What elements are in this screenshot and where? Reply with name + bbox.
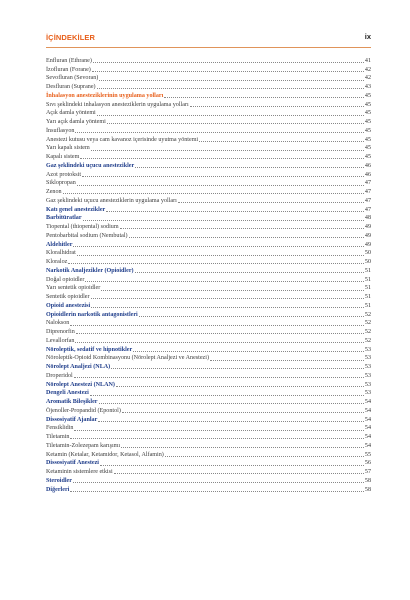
toc-entry-label: Opioidlerin narkotik antagonistleri [46, 311, 138, 318]
toc-entry[interactable] [46, 135, 371, 144]
toc-entry-page: 47 [364, 197, 371, 204]
dot-leader [164, 97, 364, 98]
toc-entry-label: Yarı sentetik opioidler [46, 285, 101, 292]
toc-entry-label: Doğal opioidler [46, 276, 85, 283]
dot-leader [68, 263, 364, 264]
toc-entry-label: Azot protoksit [46, 171, 82, 178]
toc-entry-page: 50 [364, 259, 371, 265]
dot-leader [82, 176, 364, 177]
toc-entry-page: 54 [364, 416, 371, 423]
toc-entry-page: 58 [364, 486, 371, 493]
toc-entry[interactable] [46, 485, 371, 494]
dot-leader [63, 193, 364, 194]
dot-leader [99, 403, 364, 404]
toc-entry[interactable] [46, 476, 371, 485]
toc-entry-page: 46 [364, 162, 371, 169]
toc-entry[interactable] [46, 459, 371, 468]
toc-entry[interactable] [46, 222, 371, 231]
toc-entry-label: İnsuflasyon [46, 127, 75, 134]
dot-leader [70, 438, 363, 439]
toc-entry-label: Katı genel anestezikler [46, 206, 106, 213]
toc-entry-label: Opioid anestezisi [46, 302, 91, 309]
toc-entry-label: Sevofluran (Sevoran) [46, 75, 99, 82]
toc-entry[interactable] [46, 161, 371, 170]
toc-entry-label: Droperidol [46, 372, 73, 379]
toc-entry[interactable] [46, 187, 371, 196]
toc-entry-page: 42 [364, 66, 371, 73]
toc-entry-page: 45 [364, 110, 371, 117]
toc-entry[interactable] [46, 301, 371, 310]
toc-entry[interactable] [46, 231, 371, 240]
dot-leader [122, 412, 364, 413]
toc-entry[interactable] [46, 424, 371, 433]
toc-entry-label: Yarı kapalı sistem [46, 145, 90, 152]
toc-entry-page: 54 [364, 425, 371, 432]
dot-leader [85, 281, 363, 282]
toc-entry-label: Desfluran (Suprane) [46, 84, 96, 90]
toc-entry-label: Yarı açık damla yöntemi [46, 119, 106, 125]
toc-entry-page: 54 [364, 399, 371, 405]
toc-entry-page: 58 [364, 477, 371, 484]
dot-leader [190, 106, 364, 107]
toc-entry-label: Ketaminin sistemlere etkisi [46, 469, 113, 475]
toc-entry-page: 45 [364, 92, 371, 99]
toc-entry-page: 49 [364, 224, 371, 230]
toc-entry-page: 53 [364, 355, 371, 362]
toc-entry-label: Aromatik Bileşikler [46, 399, 98, 405]
toc-entry-page: 52 [364, 320, 371, 327]
toc-entry[interactable] [46, 310, 371, 319]
dot-leader [93, 62, 364, 63]
dot-leader [74, 430, 363, 431]
toc-entry-page: 45 [364, 145, 371, 152]
dot-leader [210, 360, 364, 361]
dot-leader [80, 158, 364, 159]
toc-entry[interactable] [46, 249, 371, 258]
toc-entry-label: İnhalasyon anesteziklerinin uygulama yolları [46, 92, 164, 99]
toc-entry-label: Gaz şeklindeki uçucu anestezikler [46, 162, 135, 169]
page-header [46, 33, 371, 48]
toc-entry-page: 53 [364, 364, 371, 370]
toc-entry-label: Sıvı şeklindeki inhalasyon anesteziklerin uygulama yolları [46, 101, 189, 108]
toc-entry-label: Dissosiyatif Anestezi [46, 460, 99, 467]
toc-entry-page: 47 [364, 206, 371, 213]
toc-entry-label: Nörolept Anestezi (NLAN) [46, 381, 115, 388]
toc-entry-page: 41 [364, 57, 371, 64]
dot-leader [83, 220, 364, 221]
toc-entry-page: 50 [364, 250, 371, 257]
toc-entry-label: Aldehitler [46, 241, 73, 248]
toc-entry-page: 45 [364, 119, 371, 125]
section-title: İÇİNDEKİLER [46, 33, 96, 42]
toc-entry[interactable] [46, 82, 371, 91]
toc-entry[interactable] [46, 354, 371, 363]
dot-leader [116, 386, 364, 387]
dot-leader [129, 237, 364, 238]
toc-entry[interactable] [46, 257, 371, 266]
dot-leader [139, 316, 364, 317]
toc-entry[interactable] [46, 362, 371, 371]
toc-entry-page: 51 [364, 294, 371, 300]
toc-entry-page: 49 [364, 241, 371, 248]
toc-entry[interactable] [46, 179, 371, 188]
toc-entry[interactable] [46, 56, 371, 65]
toc-entry-label: Açık damla yöntemi [46, 110, 96, 117]
toc-entry[interactable] [46, 406, 371, 415]
dot-leader [100, 465, 364, 466]
toc-entry[interactable] [46, 415, 371, 424]
toc-entry[interactable] [46, 74, 371, 83]
dot-leader [120, 228, 364, 229]
dot-leader [77, 255, 364, 256]
toc-entry-page: 47 [364, 180, 371, 187]
dot-leader [107, 123, 364, 124]
dot-leader [75, 342, 363, 343]
toc-entry-label: Nöroleptik-Opioid Kombinasyonu (Nörolept Analjezi ve Anestezi) [46, 355, 209, 362]
dot-leader [73, 482, 364, 483]
toc-entry[interactable] [46, 327, 371, 336]
toc-entry[interactable] [46, 126, 371, 135]
dot-leader [91, 150, 364, 151]
toc-entry-page: 54 [364, 442, 371, 449]
toc-entry-label: Ketamin (Ketalar, Ketamidor, Ketasol, Alfamin) [46, 451, 164, 458]
toc-entry[interactable] [46, 65, 371, 74]
dot-leader [199, 141, 364, 142]
toc-entry[interactable] [46, 170, 371, 179]
toc-entry-page: 49 [364, 232, 371, 239]
dot-leader [97, 115, 364, 116]
toc-entry-page: 53 [364, 390, 371, 397]
toc-entry-page: 52 [364, 311, 371, 318]
toc-entry-label: Gaz şeklindeki uçucu anesteziklerin uygulama yolları [46, 197, 177, 204]
toc-entry-page: 56 [364, 460, 371, 467]
toc-entry[interactable] [46, 205, 371, 214]
toc-entry-label: Anestezi kutusu veya cam kavanoz içerisinde uyutma yöntemi [46, 136, 199, 143]
dot-leader [135, 167, 364, 168]
toc-entry-label: Enfluran (Ethrane) [46, 57, 92, 64]
toc-entry-page: 54 [364, 434, 371, 440]
toc-entry-page: 51 [364, 267, 371, 274]
toc-entry-page: 55 [364, 451, 371, 458]
toc-entry-label: Diğerleri [46, 486, 70, 493]
toc-entry-page: 46 [364, 171, 371, 178]
dot-leader [135, 272, 364, 273]
dot-leader [98, 421, 364, 422]
toc-entry-label: Kloralhidrat [46, 250, 76, 257]
toc-entry-page: 53 [364, 381, 371, 388]
toc-entry-page: 53 [364, 372, 371, 379]
toc-entry[interactable] [46, 117, 371, 126]
toc-entry-label: Diprenorfin [46, 329, 75, 335]
dot-leader [121, 447, 364, 448]
dot-leader [91, 298, 364, 299]
toc-entry-label: Levallorfan [46, 337, 75, 344]
toc-entry[interactable] [46, 109, 371, 118]
dot-leader [97, 88, 364, 89]
toc-entry-label: Nalokson [46, 320, 70, 327]
dot-leader [114, 473, 364, 474]
dot-leader [76, 333, 364, 334]
dot-leader [178, 202, 364, 203]
toc-entry[interactable] [46, 266, 371, 275]
toc-entry-label: Sentetik opioidler [46, 294, 90, 300]
toc-entry-label: İzofluran (Forane) [46, 66, 91, 73]
dot-leader [74, 377, 364, 378]
toc-entry-label: Steroidler [46, 477, 72, 484]
toc-entry-page: 45 [364, 154, 371, 160]
toc-entry-page: 43 [364, 84, 371, 90]
toc-entry[interactable] [46, 214, 371, 223]
toc-entry-page: 57 [364, 469, 371, 475]
dot-leader [73, 246, 364, 247]
dot-leader [77, 185, 364, 186]
dot-leader [70, 491, 364, 492]
toc-entry-label: Zenon [46, 189, 62, 195]
page-number: ix [364, 32, 371, 41]
toc-entry-label: Barbitüratlar [46, 215, 82, 222]
dot-leader [106, 211, 364, 212]
toc-entry[interactable] [46, 467, 371, 476]
toc-entry[interactable] [46, 450, 371, 459]
toc-entry-page: 52 [364, 337, 371, 344]
toc-entry-page: 48 [364, 215, 371, 222]
toc-entry[interactable] [46, 319, 371, 328]
toc-entry[interactable] [46, 292, 371, 301]
toc-entry-label: Pentobarbital sodium (Nembutal) [46, 232, 128, 239]
toc-entry-label: Nörolept Analjezi (NLA) [46, 364, 111, 370]
toc-entry-page: 51 [364, 302, 371, 309]
dot-leader [111, 368, 364, 369]
toc-entry[interactable] [46, 389, 371, 398]
dot-leader [90, 395, 364, 396]
dot-leader [70, 325, 364, 326]
toc-entry-page: 47 [364, 189, 371, 195]
toc-entry[interactable] [46, 91, 371, 100]
toc-entry-page: 45 [364, 127, 371, 134]
toc-entry[interactable] [46, 371, 371, 380]
toc-entry[interactable] [46, 152, 371, 161]
toc-entry[interactable] [46, 432, 371, 441]
toc-entry[interactable] [46, 196, 371, 205]
toc-entry-label: Kapalı sistem [46, 154, 80, 160]
toc-entry-label: Tiopental (thiopental) sodium [46, 224, 119, 230]
toc-entry-label: Narkotik Analjezikler (Opioidler) [46, 267, 134, 274]
toc-entry-page: 45 [364, 101, 371, 108]
toc-entry-page: 54 [364, 407, 371, 414]
toc-entry[interactable] [46, 397, 371, 406]
toc-entry-label: Dissosiyatif Ajanlar [46, 416, 98, 423]
toc-entry[interactable] [46, 275, 371, 284]
toc-entry[interactable] [46, 336, 371, 345]
toc-entry-page: 51 [364, 285, 371, 292]
toc-entry-label: Tiletamin-Zolezepam karışımı [46, 442, 121, 449]
toc-entry-label: Siklopropan [46, 180, 76, 187]
toc-entry-page: 52 [364, 329, 371, 335]
toc-entry-label: Fensiklidin [46, 425, 74, 432]
table-of-contents [46, 56, 371, 494]
dot-leader [92, 71, 364, 72]
toc-entry[interactable] [46, 284, 371, 293]
dot-leader [165, 456, 364, 457]
dot-leader [101, 290, 364, 291]
dot-leader [91, 307, 364, 308]
dot-leader [75, 132, 363, 133]
toc-entry-page: 42 [364, 75, 371, 82]
toc-entry-page: 45 [364, 136, 371, 143]
dot-leader [99, 80, 364, 81]
toc-entry-label: Öjenoller-Propandid (Epontol) [46, 407, 121, 414]
toc-entry-page: 51 [364, 276, 371, 283]
toc-entry[interactable] [46, 240, 371, 249]
toc-entry[interactable] [46, 380, 371, 389]
toc-entry-page: 53 [364, 346, 371, 353]
toc-entry[interactable] [46, 144, 371, 153]
toc-entry-label: Kloraloz [46, 259, 68, 265]
toc-entry-label: Nöroleptik, sedatif ve hipnotikler [46, 346, 133, 353]
toc-entry-label: Dengeli Anestezi [46, 390, 89, 397]
toc-entry[interactable] [46, 441, 371, 450]
toc-entry-label: Tiletamin [46, 434, 70, 440]
toc-entry[interactable] [46, 100, 371, 109]
toc-entry[interactable] [46, 345, 371, 354]
dot-leader [133, 351, 364, 352]
